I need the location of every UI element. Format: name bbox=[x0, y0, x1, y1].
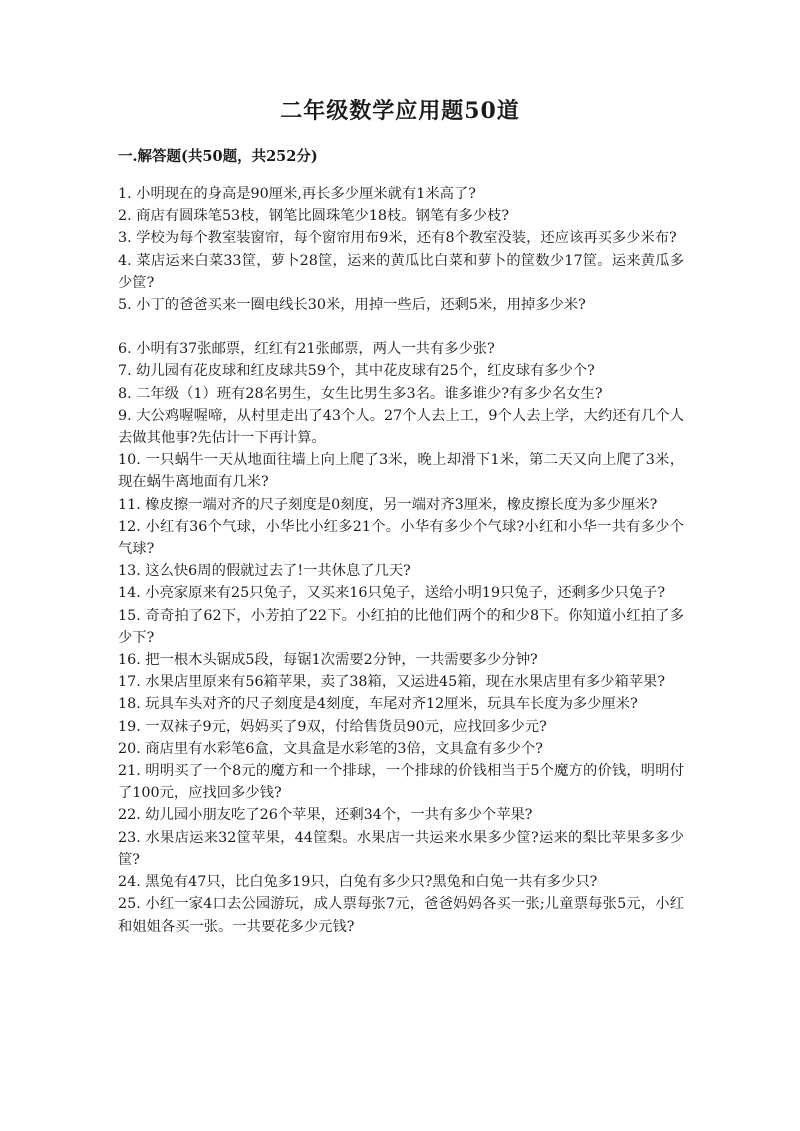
question-item-8: 8. 二年级（1）班有28名男生，女生比男生多3名。谁多谁少?有多少名女生? bbox=[118, 385, 603, 402]
question-item-6: 6. 小明有37张邮票，红红有21张邮票，两人一共有多少张? bbox=[118, 341, 495, 358]
question-item-3: 3. 学校为每个教室装窗帘，每个窗帘用布9米，还有8个教室没装，还应该再买多少米布? bbox=[118, 230, 677, 247]
question-item-25: 25. 小红一家4口去公园游玩，成人票每张7元，爸爸妈妈各买一张;儿童票每张5元，小红和姐姐各买一张。一共要花多少元钱? bbox=[118, 896, 684, 935]
question-item-22: 22. 幼儿园小朋友吃了26个苹果，还剩34个，一共有多少个苹果? bbox=[118, 807, 533, 824]
question-list bbox=[118, 183, 684, 938]
document-title: 二年级数学应用题50道 bbox=[280, 98, 520, 124]
question-item-15: 15. 奇奇拍了62下，小芳拍了22下。小红拍的比他们两个的和少8下。你知道小红拍了多少下? bbox=[118, 607, 684, 646]
question-item-9: 9. 大公鸡喔喔啼，从村里走出了43个人。27个人去上工，9个人去上学，大约还有几个人去做其他事?先估计一下再计算。 bbox=[118, 407, 684, 447]
question-item-10: 10. 一只蜗牛一天从地面往墙上向上爬了3米，晚上却滑下1米，第二天又向上爬了3米，现在蜗牛离地面有几米? bbox=[118, 452, 684, 491]
question-item-24: 24. 黑兔有47只，比白兔多19只，白兔有多少只?黑兔和白兔一共有多少只? bbox=[118, 874, 598, 891]
question-item-14: 14. 小亮家原来有25只兔子，又买来16只兔子，送给小明19只兔子，还剩多少只兔子? bbox=[118, 585, 666, 602]
question-item-4: 4. 菜店运来白菜33筐，萝卜28筐，运来的黄瓜比白菜和萝卜的筐数少17筐。运来黄瓜多少筐? bbox=[118, 252, 684, 291]
question-item-12: 12. 小红有36个气球，小华比小红多21个。小华有多少个气球?小红和小华一共有多少个气球? bbox=[118, 518, 684, 558]
question-item-16: 16. 把一根木头锯成5段，每锯1次需要2分钟，一共需要多少分钟? bbox=[118, 652, 538, 669]
question-item-5: 5. 小丁的爸爸买来一圈电线长30米，用掉一些后，还剩5米，用掉多少米? bbox=[118, 297, 586, 314]
question-item-21: 21. 明明买了一个8元的魔方和一个排球，一个排球的价钱相当于5个魔方的价钱，明明付了100元，应找回多少钱? bbox=[118, 763, 684, 802]
question-item-23: 23. 水果店运来32筐苹果，44筐梨。水果店一共运来水果多少筐?运来的梨比苹果多多少筐? bbox=[118, 829, 684, 868]
section-header: 一.解答题(共50题，共252分) bbox=[118, 148, 318, 165]
question-item-2: 2. 商店有圆珠笔53枝，钢笔比圆珠笔少18枝。钢笔有多少枝? bbox=[118, 208, 510, 225]
question-item-17: 17. 水果店里原来有56箱苹果，卖了38箱，又运进45箱，现在水果店里有多少箱苹果? bbox=[118, 674, 666, 691]
question-item-13: 13. 这么快6周的假就过去了!一共休息了几天? bbox=[118, 563, 411, 580]
question-item-20: 20. 商店里有水彩笔6盒，文具盒是水彩笔的3倍，文具盒有多少个? bbox=[118, 740, 543, 757]
question-item-7: 7. 幼儿园有花皮球和红皮球共59个，其中花皮球有25个，红皮球有多少个? bbox=[118, 363, 595, 380]
question-item-19: 19. 一双袜子9元，妈妈买了9双，付给售货员90元，应找回多少元? bbox=[118, 718, 547, 735]
question-item-11: 11. 橡皮擦一端对齐的尺子刻度是0刻度，另一端对齐3厘米，橡皮擦长度为多少厘米? bbox=[118, 496, 658, 513]
question-item-1: 1. 小明现在的身高是90厘米,再长多少厘米就有1米高了? bbox=[118, 186, 476, 202]
question-item-18: 18. 玩具车头对齐的尺子刻度是4刻度，车尾对齐12厘米，玩具车长度为多少厘米? bbox=[118, 696, 638, 713]
